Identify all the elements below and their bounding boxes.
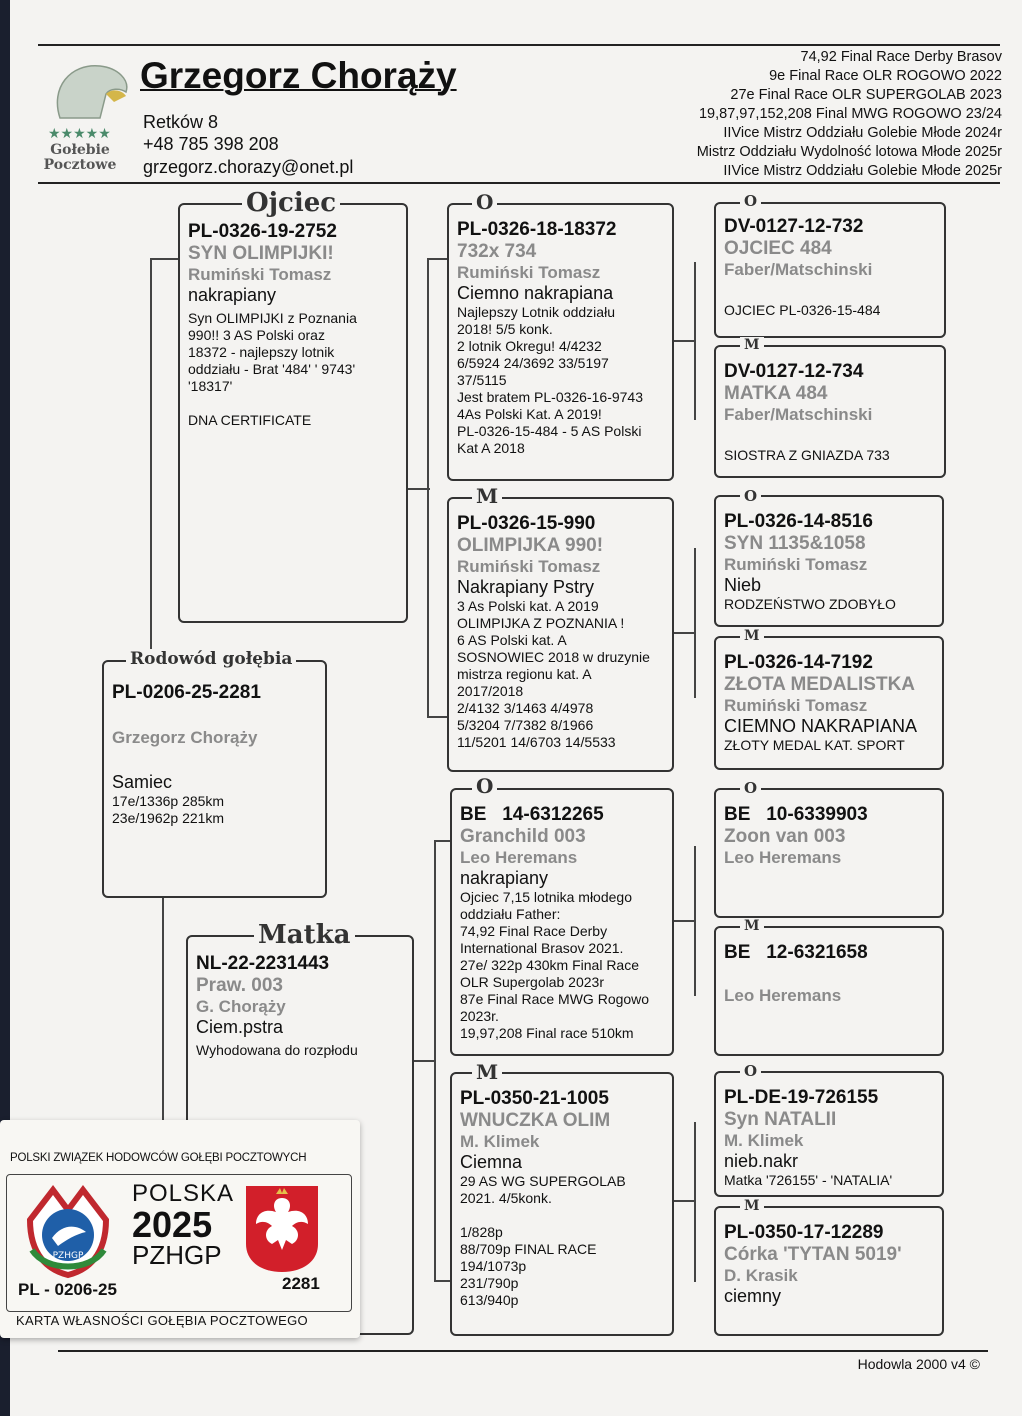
connector (408, 488, 430, 490)
mff-caption: O (740, 779, 761, 797)
mother-caption: Matka (254, 920, 355, 950)
fm-color: Nakrapiany Pstry (457, 577, 595, 597)
achievement-line: 9e Final Race OLR ROGOWO 2022 (769, 68, 1002, 84)
mfm-ring: BE 12-6321658 (724, 942, 868, 963)
mother-name: Praw. 003 (196, 975, 283, 996)
achievement-line: Mistrz Oddziału Wydolność lotowa Młode 2025r (696, 144, 1002, 160)
connector (427, 716, 447, 718)
achievement-line: 27e Final Race OLR SUPERGOLAB 2023 (730, 87, 1002, 103)
mf-ring: BE 14-6312265 (460, 804, 604, 825)
father-ring: PL-0326-19-2752 (188, 221, 337, 242)
pigeon-sex: Samiec (112, 772, 173, 792)
fff-box (714, 202, 946, 338)
fmm-box (714, 636, 944, 770)
card-abbr: PZHGP (132, 1240, 222, 1270)
connector (434, 840, 450, 842)
fm-caption: M (472, 484, 502, 508)
ffm-breeder: Faber/Matschinski (724, 405, 873, 424)
fff-notes: OJCIEC PL-0326-15-484 (724, 302, 881, 318)
achievement-line: IIVice Mistrz Oddziału Golebie Młode 2025r (723, 163, 1002, 179)
mmm-caption: M (740, 1198, 764, 1214)
fmf-notes: RODZEŃSTWO ZDOBYŁO (724, 596, 896, 612)
fmm-ring: PL-0326-14-7192 (724, 652, 873, 673)
mmf-name: Syn NATALII (724, 1109, 837, 1130)
mf-breeder: Leo Heremans (460, 848, 578, 867)
fmf-name: SYN 1135&1058 (724, 533, 866, 554)
pigeon-breeder: Grzegorz Chorąży (112, 728, 258, 747)
mmm-color: ciemny (724, 1286, 782, 1306)
ffm-ring: DV-0127-12-734 (724, 361, 864, 382)
fm-name: OLIMPIJKA 990! (457, 535, 604, 556)
card-ring-right: 2281 (282, 1274, 320, 1293)
mff-box (714, 788, 944, 918)
mm-name: WNUCZKA OLIM (460, 1110, 611, 1131)
fmm-color: CIEMNO NAKRAPIANA (724, 716, 918, 736)
mmf-ring: PL-DE-19-726155 (724, 1087, 879, 1108)
fm-ring: PL-0326-15-990 (457, 513, 596, 534)
fmf-caption: O (740, 487, 761, 505)
mf-color: nakrapiany (460, 868, 549, 888)
mmm-name: Córka 'TYTAN 5019' (724, 1244, 902, 1265)
mf-name: Granchild 003 (460, 826, 586, 847)
ff-breeder: Rumiński Tomasz (457, 263, 601, 282)
fm-box (447, 497, 674, 772)
connector (434, 1280, 450, 1282)
mmm-box (714, 1206, 944, 1336)
mmf-notes: Matka '726155' - 'NATALIA' (724, 1172, 893, 1188)
fmf-box (714, 495, 944, 627)
ff-box (447, 203, 674, 481)
ff-notes: Najlepszy Lotnik oddziału 2018! 5/5 konk. 2 lotnik Okregu! 4/4232 6/5924 24/3692 33/5197 37/5115 Jest bratem PL-0326-16-9743 4As Polski Kat. A 2019! PL-0326-15-484 - 5 AS Polski Kat A 2018 (457, 304, 643, 456)
mmm-breeder: D. Krasik (724, 1266, 798, 1285)
fff-caption: O (740, 192, 761, 210)
father-box (178, 203, 408, 623)
fmm-caption: M (740, 628, 764, 644)
mm-box (450, 1072, 674, 1336)
ownership-card (0, 1120, 360, 1338)
connector (150, 258, 152, 662)
mother-notes: Wyhodowana do rozpłodu (196, 1042, 358, 1058)
software-credit: Hodowla 2000 v4 © (857, 1356, 980, 1372)
fm-breeder: Rumiński Tomasz (457, 557, 601, 576)
fmm-notes: ZŁOTY MEDAL KAT. SPORT (724, 737, 905, 753)
ff-color: Ciemno nakrapiana (457, 283, 614, 303)
achievements-list (697, 48, 1002, 181)
mm-breeder: M. Klimek (460, 1132, 540, 1151)
connector (150, 258, 180, 260)
father-breeder: Rumiński Tomasz (188, 265, 332, 284)
fmm-breeder: Rumiński Tomasz (724, 696, 868, 715)
mm-caption: M (472, 1060, 502, 1084)
ffm-name: MATKA 484 (724, 383, 828, 404)
achievement-line: 19,87,97,152,208 Final MWG ROGOWO 23/24 (698, 106, 1002, 122)
ff-ring: PL-0326-18-18372 (457, 219, 617, 240)
pigeon-ring: PL-0206-25-2281 (112, 682, 261, 703)
owner-address: Retków 8 (143, 112, 219, 132)
mother-ring: NL-22-2231443 (196, 953, 330, 974)
connector (674, 340, 696, 342)
pzhgp-logo-icon (18, 1180, 118, 1280)
polish-eagle-emblem-icon (244, 1184, 320, 1274)
mff-ring: BE 10-6339903 (724, 804, 868, 825)
father-color: nakrapiany (188, 285, 277, 305)
mm-notes: 29 AS WG SUPERGOLAB 2021. 4/5konk. 1/828p 88/709p FINAL RACE 194/1073p 231/790p 613/940p (460, 1173, 626, 1308)
mfm-caption: M (740, 918, 764, 934)
top-rule (38, 44, 1000, 46)
connector (674, 1200, 696, 1202)
pigeon-caption: Rodowód gołębia (126, 649, 296, 669)
father-notes: Syn OLIMPIJKI z Poznania 990!! 3 AS Polski oraz 18372 - najlepszy lotnik oddziału - Brat '484' ' 9743' '18317' DNA CERTIFICATE (188, 310, 357, 428)
mf-notes: Ojciec 7,15 lotnika młodego oddziału Father: 74,92 Final Race Derby International Brasov 2021. 27e/ 322p 430km Final Race OLR Supergolab 2023r 87e Final Race MWG Rogowo 2023r. 19,97,208 Final race 510km (460, 889, 650, 1041)
fmf-ring: PL-0326-14-8516 (724, 511, 873, 532)
bottom-rule (58, 1350, 988, 1352)
mf-box (450, 788, 674, 1056)
mother-breeder: G. Chorąży (196, 997, 286, 1016)
mmf-color: nieb.nakr (724, 1151, 799, 1171)
mfm-breeder: Leo Heremans (724, 986, 842, 1005)
mmm-ring: PL-0350-17-12289 (724, 1222, 884, 1243)
mff-breeder: Leo Heremans (724, 848, 842, 867)
card-ring-left: PL - 0206-25 (18, 1280, 117, 1299)
fff-name: OJCIEC 484 (724, 238, 832, 259)
ffm-box (714, 345, 946, 478)
header-bottom-rule (38, 182, 1000, 184)
owner-phone: +48 785 398 208 (143, 134, 279, 154)
fmf-color: Nieb (724, 575, 762, 595)
mff-name: Zoon van 003 (724, 826, 846, 847)
mmf-breeder: M. Klimek (724, 1131, 804, 1150)
pigeon-box (102, 660, 327, 898)
mm-ring: PL-0350-21-1005 (460, 1088, 609, 1109)
connector (694, 1122, 696, 1282)
ffm-notes: SIOSTRA Z GNIAZDA 733 (724, 447, 890, 463)
father-caption: Ojciec (242, 188, 340, 218)
connector (694, 548, 696, 698)
loft-logo (40, 58, 136, 176)
achievement-line: 74,92 Final Race Derby Brasov (800, 49, 1002, 65)
achievement-line: IIVice Mistrz Oddziału Golebie Młode 2024r (723, 125, 1002, 141)
eagle-logo-icon (40, 58, 136, 141)
fff-ring: DV-0127-12-732 (724, 216, 864, 237)
card-year: 2025 (132, 1204, 213, 1245)
fff-breeder: Faber/Matschinski (724, 260, 873, 279)
fmm-name: ZŁOTA MEDALISTKA (724, 674, 916, 695)
connector (674, 632, 696, 634)
mmf-caption: O (740, 1062, 761, 1080)
ff-caption: O (472, 190, 497, 214)
connector (427, 258, 447, 260)
ffm-caption: M (740, 337, 764, 353)
mm-color: Ciemna (460, 1152, 523, 1172)
logo-text: Gołebie Pocztowe (43, 142, 117, 173)
owner-email: grzegorz.chorazy@onet.pl (143, 157, 354, 177)
fm-notes: 3 As Polski kat. A 2019 OLIMPIJKA Z POZNANIA ! 6 AS Polski kat. A SOSNOWIEC 2018 w druzynie mistrza regionu kat. A 2017/2018 2/4132 3/1463 4/4978 5/3204 7/7382 8/1966 11/5201 14/6703 14/5533 (457, 598, 650, 750)
connector (674, 920, 696, 922)
mother-color: Ciem.pstra (196, 1017, 284, 1037)
connector (414, 1060, 436, 1062)
mfm-box (714, 926, 944, 1056)
card-org: POLSKI ZWIĄZEK HODOWCÓW GOŁĘBI POCZTOWYCH (10, 1152, 307, 1164)
mmf-box (714, 1071, 944, 1197)
pigeon-results: 17e/1336p 285km 23e/1962p 221km (112, 793, 225, 826)
owner-name: Grzegorz Chorąży (140, 55, 457, 96)
card-country: POLSKA (132, 1180, 235, 1207)
fmf-breeder: Rumiński Tomasz (724, 555, 868, 574)
connector (162, 898, 164, 1128)
svg-text:★★★★★: ★★★★★ (48, 125, 111, 141)
mf-caption: O (472, 774, 497, 798)
father-name: SYN OLIMPIJKI! (188, 243, 334, 264)
ff-name: 732x 734 (457, 241, 537, 262)
logo-text: PZHGP (52, 1251, 84, 1261)
card-footer: KARTA WŁASNOŚCI GOŁĘBIA POCZTOWEGO (16, 1313, 308, 1328)
